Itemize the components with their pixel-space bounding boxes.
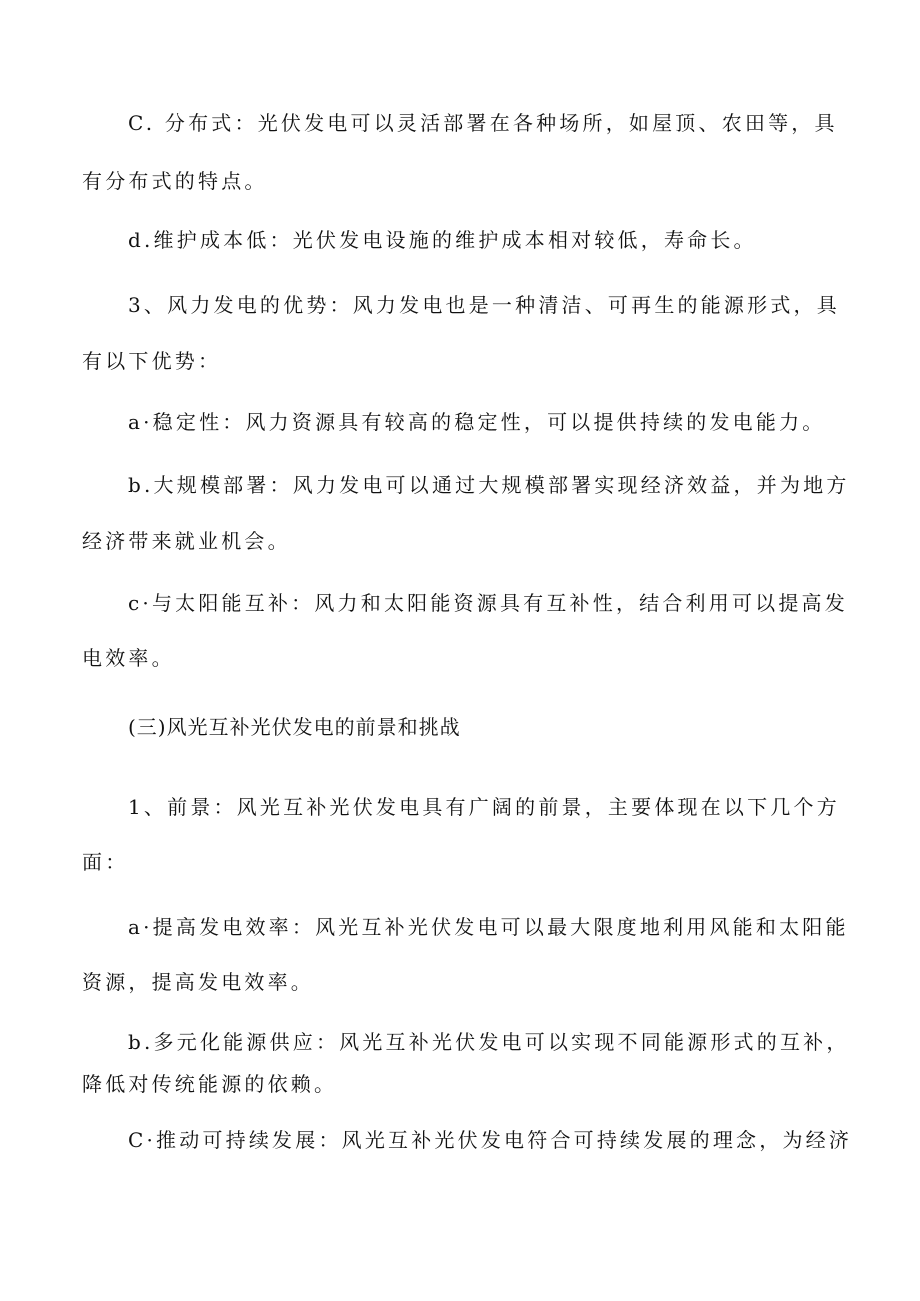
paragraph-c-complement-solar-line-2: 电效率。 bbox=[82, 646, 175, 670]
paragraph-a-efficiency-line-1: a·提高发电效率：风光互补光伏发电可以最大限度地利用风能和太阳能 bbox=[128, 915, 849, 939]
paragraph-prospects-line-1: 1、前景：风光互补光伏发电具有广阔的前景，主要体现在以下几个方 bbox=[128, 795, 840, 819]
paragraph-wind-advantages-line-1: 3、风力发电的优势：风力发电也是一种清洁、可再生的能源形式，具 bbox=[128, 293, 840, 317]
paragraph-b-large-scale-line-2: 经济带来就业机会。 bbox=[82, 529, 291, 553]
paragraph-c-distributed-line-2: 有分布式的特点。 bbox=[82, 169, 268, 193]
paragraph-b-large-scale-line-1: b.大规模部署：风力发电可以通过大规模部署实现经济效益，并为地方 bbox=[128, 473, 850, 497]
paragraph-d-low-maintenance: d.维护成本低：光伏发电设施的维护成本相对较低，寿命长。 bbox=[128, 228, 757, 252]
paragraph-wind-advantages-line-2: 有以下优势： bbox=[82, 349, 222, 373]
paragraph-c-sustainable-line-1: C·推动可持续发展：风光互补光伏发电符合可持续发展的理念，为经济 bbox=[128, 1128, 853, 1152]
section-heading: (三)风光互补光伏发电的前景和挑战 bbox=[128, 715, 461, 739]
paragraph-prospects-line-2: 面： bbox=[82, 850, 129, 874]
paragraph-b-diversified-supply-line-1: b.多元化能源供应：风光互补光伏发电可以实现不同能源形式的互补， bbox=[128, 1030, 850, 1054]
paragraph-c-complement-solar-line-1: c·与太阳能互补：风力和太阳能资源具有互补性，结合利用可以提高发 bbox=[128, 591, 848, 615]
paragraph-a-stability: a·稳定性：风力资源具有较高的稳定性，可以提供持续的发电能力。 bbox=[128, 410, 826, 434]
paragraph-b-diversified-supply-line-2: 降低对传统能源的依赖。 bbox=[82, 1072, 338, 1096]
paragraph-a-efficiency-line-2: 资源，提高发电效率。 bbox=[82, 970, 314, 994]
paragraph-c-distributed-line-1: C. 分布式：光伏发电可以灵活部署在各种场所，如屋顶、农田等，具 bbox=[128, 111, 838, 135]
